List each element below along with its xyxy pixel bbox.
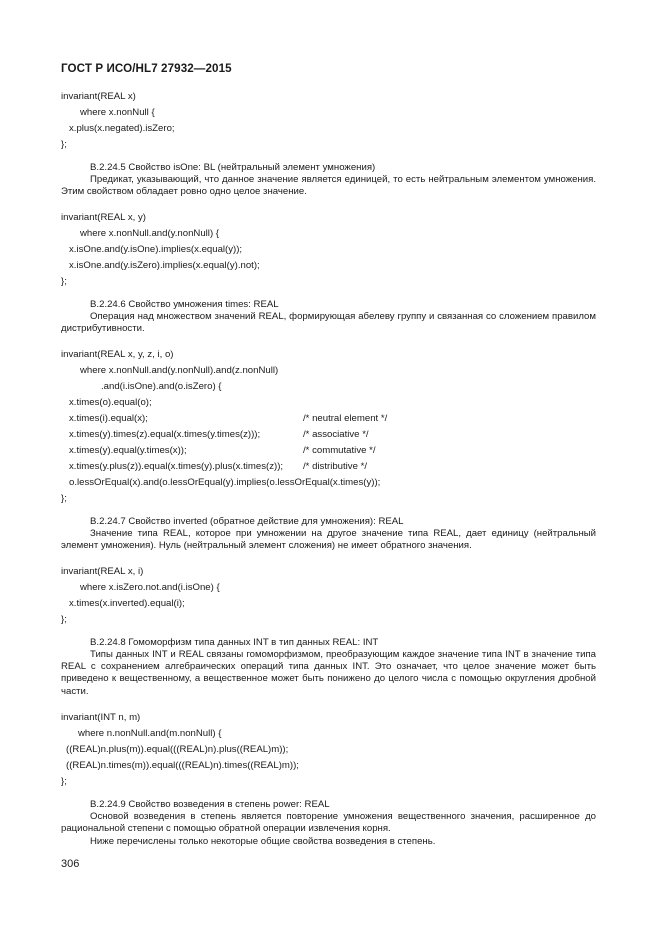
code-comment: /* associative */	[303, 429, 369, 440]
code-comment: /* commutative */	[303, 445, 376, 456]
code-line: x.times(i).equal(x);	[69, 413, 148, 424]
code-line: invariant(REAL x, i)	[61, 566, 144, 577]
code-line: where x.nonNull {	[80, 107, 155, 118]
section-title: B.2.24.9 Свойство возведения в степень power: REAL	[90, 799, 330, 810]
code-line: invariant(REAL x)	[61, 91, 136, 102]
paragraph: Предикат, указывающий, что данное значение является единицей, то есть нейтральным элементом умножения. Этим свойством обладает ровно одно целое значение.	[61, 174, 596, 198]
code-line: };	[61, 614, 67, 625]
paragraph: Основой возведения в степень является повторение умножения вещественного значения, расширенное до рациональной степени с помощью обратной операции извлечения корня.	[61, 811, 596, 835]
code-line: };	[61, 139, 67, 150]
code-line: x.times(o).equal(o);	[69, 397, 152, 408]
paragraph: Операция над множеством значений REAL, формирующая абелеву группу и связанная со сложением правилом дистрибутивности.	[61, 311, 596, 335]
paragraph: Значение типа REAL, которое при умножении на другое значение типа REAL, дает единицу (нейтральный элемент умножения). Нуль (нейтральный элемент сложения) не имеет обратного значения.	[61, 528, 596, 552]
code-line: x.isOne.and(y.isOne).implies(x.equal(y));	[69, 244, 243, 255]
code-line: invariant(REAL x, y)	[61, 212, 146, 223]
code-comment: /* neutral element */	[303, 413, 388, 424]
code-line: where x.isZero.not.and(i.isOne) {	[80, 582, 220, 593]
code-line: };	[61, 276, 67, 287]
code-line: x.times(x.inverted).equal(i);	[69, 598, 185, 609]
section-title: B.2.24.5 Свойство isOne: BL (нейтральный элемент умножения)	[90, 162, 376, 173]
document-header: ГОСТ Р ИСО/HL7 27932—2015	[61, 62, 232, 75]
code-line: x.times(y).times(z).equal(x.times(y.times(z)));	[69, 429, 261, 440]
code-line: ((REAL)n.plus(m)).equal(((REAL)n).plus((REAL)m));	[66, 744, 289, 755]
code-line: x.isOne.and(y.isZero).implies(x.equal(y).not);	[69, 260, 260, 271]
page-number: 306	[61, 858, 80, 870]
code-line: where x.nonNull.and(y.nonNull) {	[80, 228, 220, 239]
code-line: x.plus(x.negated).isZero;	[69, 123, 175, 134]
code-line: x.times(y).equal(y.times(x));	[69, 445, 187, 456]
section-title: B.2.24.6 Свойство умножения times: REAL	[90, 299, 279, 310]
code-line: x.times(y.plus(z)).equal(x.times(y).plus(x.times(z));	[69, 461, 284, 472]
code-line: o.lessOrEqual(x).and(o.lessOrEqual(y).implies(o.lessOrEqual(x.times(y));	[69, 477, 381, 488]
code-line: ((REAL)n.times(m)).equal(((REAL)n).times((REAL)m));	[66, 760, 299, 771]
code-line: invariant(REAL x, y, z, i, o)	[61, 349, 174, 360]
section-title: B.2.24.7 Свойство inverted (обратное действие для умножения): REAL	[90, 516, 404, 527]
section-title: B.2.24.8 Гомоморфизм типа данных INT в тип данных REAL: INT	[90, 637, 379, 648]
code-line: };	[61, 776, 67, 787]
code-line: .and(i.isOne).and(o.isZero) {	[101, 381, 222, 392]
code-line: invariant(INT n, m)	[61, 712, 141, 723]
code-line: where x.nonNull.and(y.nonNull).and(z.nonNull)	[80, 365, 279, 376]
paragraph: Типы данных INT и REAL связаны гомоморфизмом, преобразующим каждое значение типа INT в значение типа REAL с сохранением алгебраических операций типа данных INT. Это означает, что целое значение может быть приведено к вещественному, а вещественное может быть понижено до целого числа с помощью округления дробной части.	[61, 649, 596, 697]
code-line: where n.nonNull.and(m.nonNull) {	[78, 728, 222, 739]
paragraph-note: Ниже перечислены только некоторые общие свойства возведения в степень.	[90, 836, 436, 847]
code-comment: /* distributive */	[303, 461, 367, 472]
code-line: };	[61, 493, 67, 504]
